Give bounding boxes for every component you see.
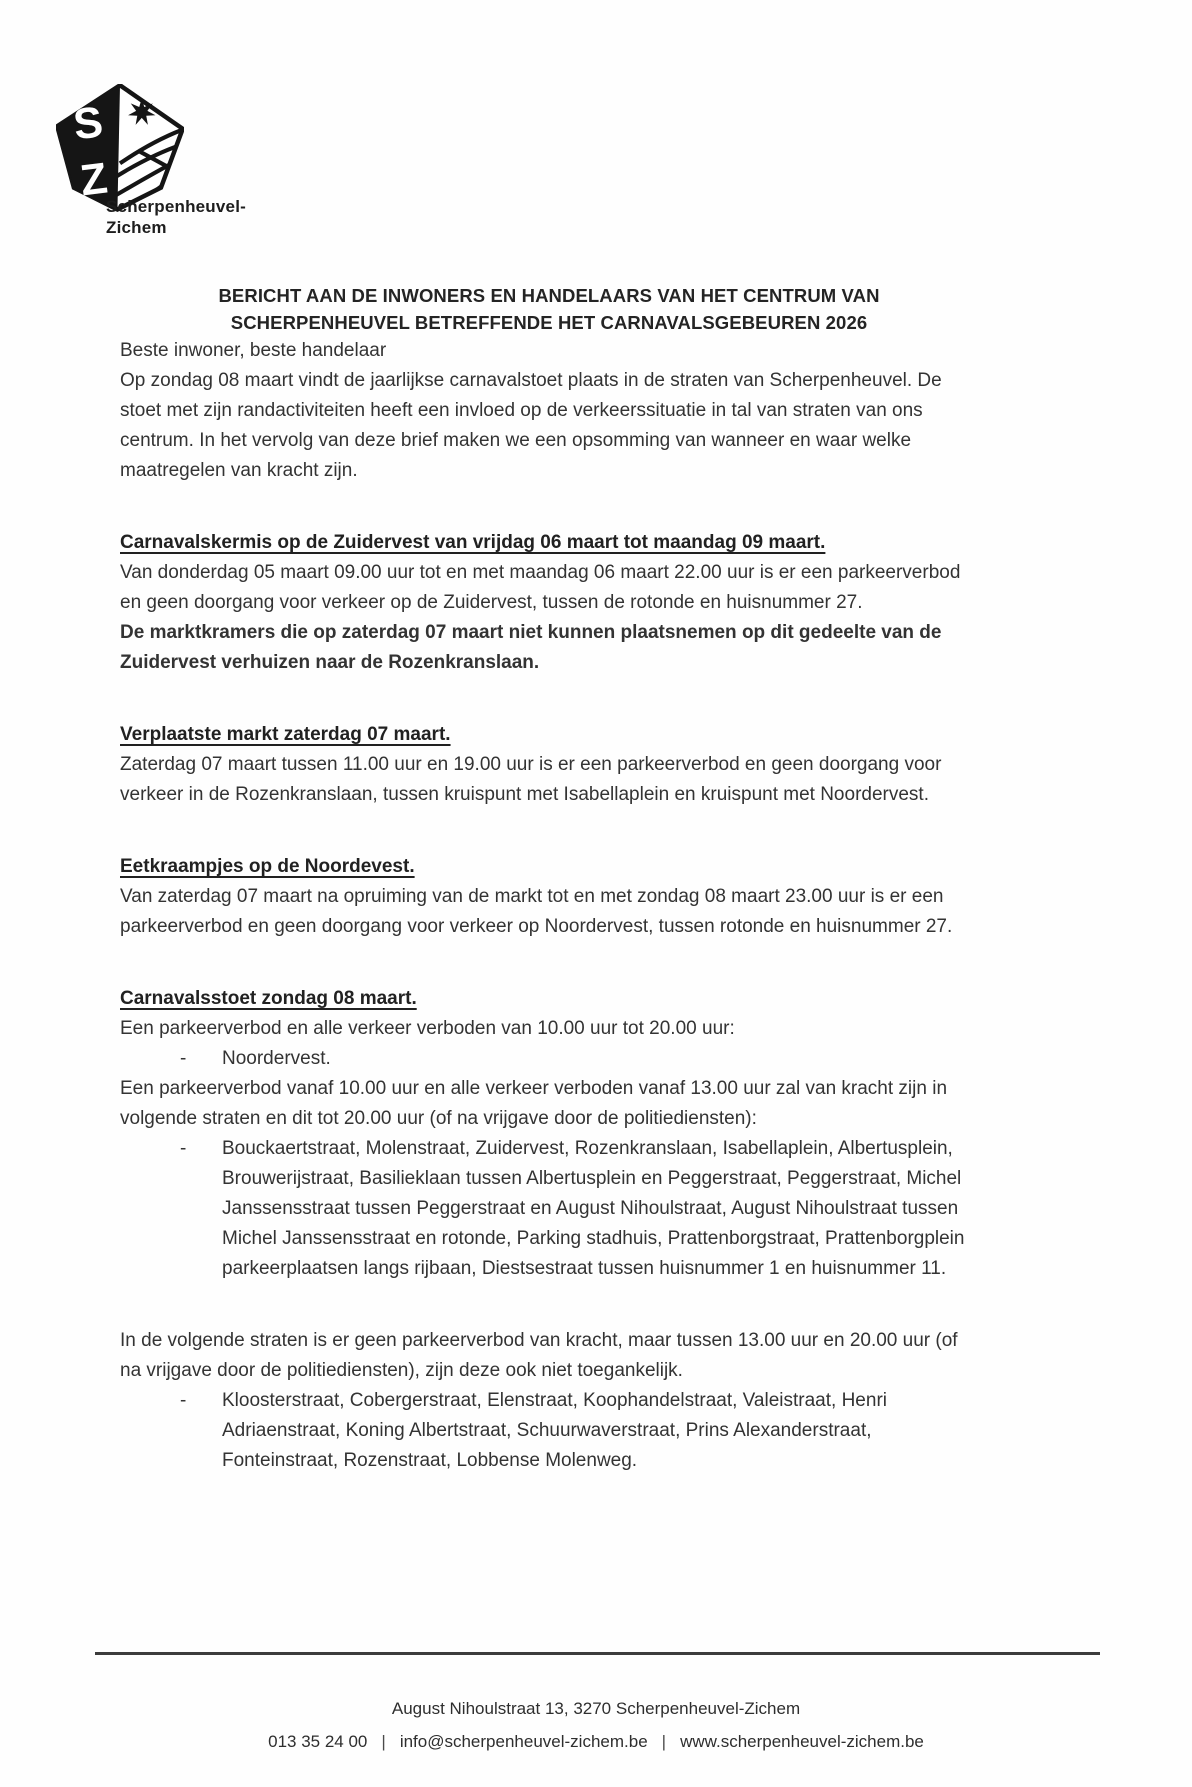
municipality-logo (0, 0, 300, 260)
logo-emblem-icon (56, 84, 184, 212)
footer-separator: | (381, 1732, 386, 1751)
logo-caption-line1: Scherpenheuvel- (106, 197, 246, 216)
logo-letter-z: Z (77, 154, 110, 206)
letter-content (120, 282, 978, 1476)
bullet-dash: - (180, 1390, 187, 1411)
section-heading-eetkraampjes: Eetkraampjes op de Noordevest. (120, 856, 415, 877)
bullet-text-straten-parkeerverbod: Bouckaertstraat, Molenstraat, Zuidervest, Rozenkranslaan, Isabellaplein, Albertusplein, Brouwerijstraat, Basilieklaan tussen Albertusplein en Peggerstraat, Peggerstraat, Michel Janssensstraat tussen Peggerstraat en August Nihoulstraat, August Nihoulstraat tussen Michel Janssensstraat en rotonde, Parking stadhuis, Prattenborgstraat, Prattenborgplein parkeerplaatsen langs rijbaan, Diestsestraat tussen huisnummer 1 en huisnummer 11. (222, 1138, 965, 1279)
section-body-carnavalsstoet-2: Een parkeerverbod vanaf 10.00 uur en alle verkeer verboden vanaf 13.00 uur zal van kracht zijn in volgende straten en dit tot 20.00 uur (of na vrijgave door de politiediensten): (120, 1078, 948, 1129)
note-marktkramers: De marktkramers die op zaterdag 07 maart niet kunnen plaatsnemen op dit gedeelte van de Zuidervest verhuizen naar de Rozenkranslaan. (120, 622, 942, 673)
section-carnavalsstoet (120, 984, 978, 1284)
footer-email: info@scherpenheuvel-zichem.be (399, 1732, 648, 1751)
section-eetkraampjes (120, 852, 978, 942)
section-heading-carnavalskermis: Carnavalskermis op de Zuidervest van vrijdag 06 maart tot maandag 09 maart. (120, 532, 826, 553)
section-body-verplaatste-markt: Zaterdag 07 maart tussen 11.00 uur en 19.00 uur is er een parkeerverbod en geen doorgang voor verkeer in de Rozenkranslaan, tussen kruispunt met Isabellaplein en kruispunt met Noordervest. (120, 754, 942, 805)
list-item-noordervest (120, 1044, 978, 1074)
footer-contact-line (0, 1725, 1192, 1758)
section-verplaatste-markt (120, 720, 978, 810)
logo-caption-line2: Zichem (106, 218, 167, 237)
list-item-straten-geen-parkeerverbod (120, 1386, 978, 1476)
section-body-carnavalskermis: Van donderdag 05 maart 09.00 uur tot en met maandag 06 maart 22.00 uur is er een parkeerverbod en geen doorgang voor verkeer op de Zuidervest, tussen de rotonde en huisnummer 27. (120, 562, 961, 613)
bullet-dash: - (180, 1048, 187, 1069)
document-title (120, 282, 978, 336)
bullet-text-straten-geen-parkeerverbod: Kloosterstraat, Cobergerstraat, Elenstraat, Koophandelstraat, Valeistraat, Henri Adriaenstraat, Koning Albertstraat, Schuurwaverstraat, Prins Alexanderstraat, Fonteinstraat, Rozenstraat, Lobbense Molenweg. (222, 1390, 887, 1471)
section-heading-verplaatste-markt: Verplaatste markt zaterdag 07 maart. (120, 724, 451, 745)
document-title-line1: BERICHT AAN DE INWONERS EN HANDELAARS VAN HET CENTRUM VAN (218, 285, 880, 306)
footer-address: August Nihoulstraat 13, 3270 Scherpenheuvel-Zichem (391, 1699, 801, 1718)
footer-divider (95, 1652, 1100, 1655)
section-body-geen-parkeerverbod: In de volgende straten is er geen parkeerverbod van kracht, maar tussen 13.00 uur en 20.00 uur (of na vrijgave door de politiediensten), zijn deze ook niet toegankelijk. (120, 1330, 958, 1381)
intro-paragraph: Op zondag 08 maart vindt de jaarlijkse carnavalstoet plaats in de straten van Scherpenheuvel. De stoet met zijn randactiviteiten heeft een invloed op de verkeerssituatie in tal van straten van ons centrum. In het vervolg van deze brief maken we een opsomming van wanneer en waar welke maatregelen van kracht zijn. (120, 370, 942, 481)
footer (0, 1692, 1192, 1758)
bullet-text-noordervest: Noordervest. (222, 1048, 331, 1069)
footer-website: www.scherpenheuvel-zichem.be (680, 1732, 924, 1751)
document-title-line2: SCHERPENHEUVEL BETREFFENDE HET CARNAVALSGEBEUREN 2026 (230, 312, 868, 333)
logo-letter-s: S (70, 98, 106, 150)
section-body-eetkraampjes: Van zaterdag 07 maart na opruiming van de markt tot en met zondag 08 maart 23.00 uur is er een parkeerverbod en geen doorgang voor verkeer op Noordervest, tussen rotonde en huisnummer 27. (120, 886, 953, 937)
section-heading-carnavalsstoet: Carnavalsstoet zondag 08 maart. (120, 988, 417, 1009)
salutation: Beste inwoner, beste handelaar (120, 340, 387, 361)
logo-caption (106, 196, 246, 238)
section-geen-parkeerverbod (120, 1326, 978, 1476)
footer-phone: 013 35 24 00 (268, 1732, 368, 1751)
section-carnavalskermis (120, 528, 978, 618)
list-item-straten-parkeerverbod (120, 1134, 978, 1284)
section-body-carnavalsstoet-1: Een parkeerverbod en alle verkeer verboden van 10.00 uur tot 20.00 uur: (120, 1018, 735, 1039)
footer-separator: | (661, 1732, 667, 1751)
bullet-dash: - (180, 1138, 187, 1159)
